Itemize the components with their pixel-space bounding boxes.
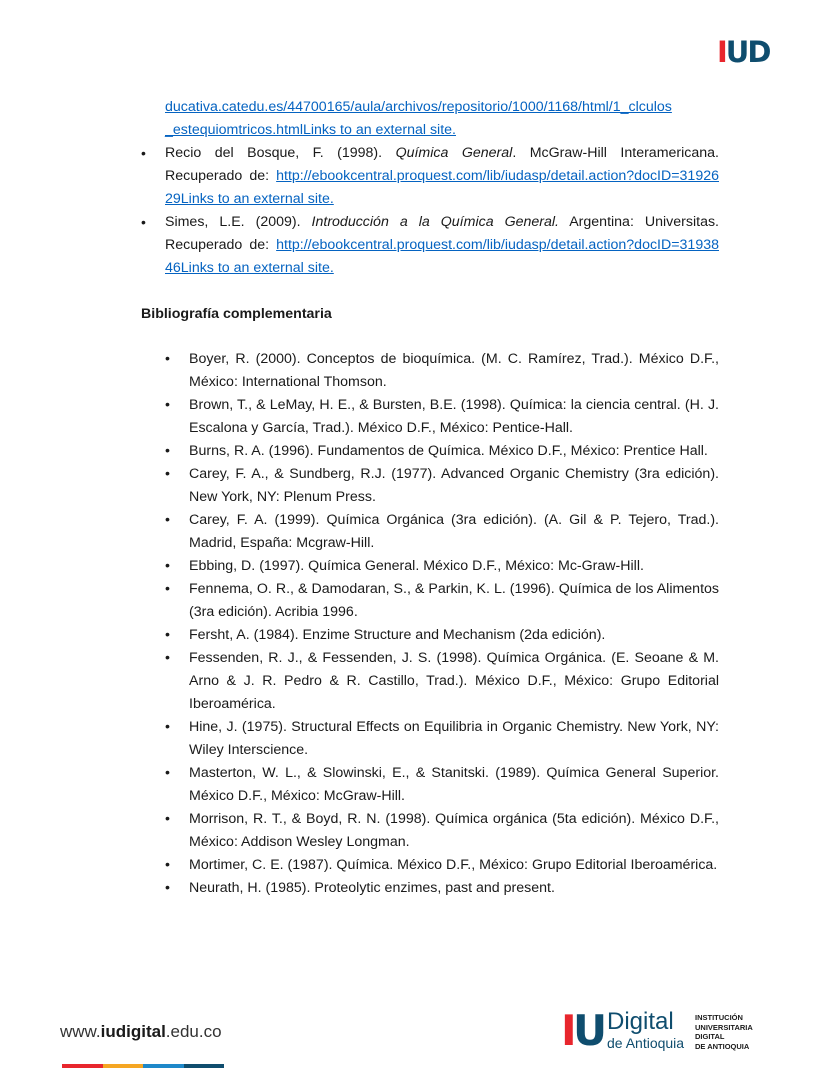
color-bar-segment — [184, 1064, 225, 1068]
continuation-link[interactable] — [165, 99, 672, 138]
list-item: • Carey, F. A. (1999). Química Orgánica (3ra edición). (A. Gil & P. Tejero, Trad.). Madrid, España: Mcgraw-Hill. — [165, 509, 719, 555]
footer-institution-text — [695, 1013, 775, 1051]
reference-item — [141, 211, 719, 280]
footer-url-suffix: .edu.co — [165, 1022, 222, 1041]
header-logo-ud: UD — [725, 35, 770, 69]
reference-title: Introducción a la Química General. — [311, 214, 559, 230]
section-title: Bibliografía complementaria — [141, 306, 332, 322]
header-logo-i: I — [717, 35, 726, 69]
continuation-link-block — [165, 96, 719, 142]
footer-logo-de-antioquia: de Antioquia — [607, 1035, 685, 1051]
institution-line: DE ANTIOQUIA — [695, 1041, 750, 1051]
header-logo — [717, 35, 770, 69]
footer-url-bold: iudigital — [100, 1022, 166, 1041]
list-item: • Neurath, H. (1985). Proteolytic enzimes, past and present. — [165, 877, 719, 900]
footer-logo-i: I — [561, 1006, 577, 1055]
color-bar-segment — [103, 1064, 144, 1068]
institution-line: DIGITAL — [695, 1032, 725, 1041]
reference-title: Química General — [395, 145, 513, 161]
list-item: • Brown, T., & LeMay, H. E., & Bursten, B.E. (1998). Química: la ciencia central. (H. J. Escalona y García, Trad.). México D.F., México: Pentice-Hall. — [165, 394, 719, 440]
complementary-list — [141, 348, 719, 900]
document-body — [141, 96, 719, 900]
reference-author: Simes, L.E. (2009). — [165, 214, 312, 230]
reference-publisher: . McGraw-Hill Interamericana. Recuperado de: — [165, 145, 719, 184]
reference-link[interactable]: http://ebookcentral.proquest.com/lib/iudasp/detail.action?docID=3193846Links to an external site. — [165, 237, 719, 276]
reference-link[interactable]: http://ebookcentral.proquest.com/lib/iudasp/detail.action?docID=3192629Links to an external site. — [165, 168, 719, 207]
reference-publisher: Argentina: Universitas. Recuperado de: — [165, 214, 719, 253]
continuation-link-line-1: ducativa.catedu.es/44700165/aula/archivos/repositorio/1000/1168/html/1_clculos — [165, 99, 672, 115]
list-item: • Ebbing, D. (1997). Química General. México D.F., México: Mc-Graw-Hill. — [165, 555, 719, 578]
footer-logo-digital: Digital — [607, 1008, 674, 1035]
institution-line: UNIVERSITARIA — [695, 1022, 753, 1032]
footer-color-bar — [62, 1064, 224, 1068]
list-item: • Hine, J. (1975). Structural Effects on Equilibria in Organic Chemistry. New York, NY: Wiley Interscience. — [165, 716, 719, 762]
list-item: • Morrison, R. T., & Boyd, R. N. (1998). Química orgánica (5ta edición). México D.F., México: Addison Wesley Longman. — [165, 808, 719, 854]
list-item: • Carey, F. A., & Sundberg, R.J. (1977). Advanced Organic Chemistry (3ra edición). New York, NY: Plenum Press. — [165, 463, 719, 509]
footer-website — [60, 1022, 222, 1042]
list-item: • Boyer, R. (2000). Conceptos de bioquímica. (M. C. Ramírez, Trad.). México D.F., México: International Thomson. — [165, 348, 719, 394]
list-item: • Burns, R. A. (1996). Fundamentos de Química. México D.F., México: Prentice Hall. — [165, 440, 719, 463]
reference-author: Recio del Bosque, F. (1998). — [165, 145, 396, 161]
institution-line: INSTITUCIÓN — [695, 1013, 743, 1022]
list-item: • Mortimer, C. E. (1987). Química. México D.F., México: Grupo Editorial Iberoamérica. — [165, 854, 719, 877]
list-item: • Fessenden, R. J., & Fessenden, J. S. (1998). Química Orgánica. (E. Seoane & M. Arno & J. R. Pedro & R. Castillo, Trad.). México D.F., México: Grupo Editorial Iberoamérica. — [165, 647, 719, 716]
color-bar-segment — [143, 1064, 184, 1068]
continuation-link-line-2: _estequiomtricos.htmlLinks to an external site. — [165, 122, 456, 138]
list-item: • Fersht, A. (1984). Enzime Structure and Mechanism (2da edición). — [165, 624, 719, 647]
color-bar-segment — [62, 1064, 103, 1068]
footer-logo — [561, 1006, 776, 1056]
reference-list — [141, 142, 719, 280]
footer-url-prefix: www. — [60, 1022, 101, 1041]
footer-logo-u: U — [573, 1006, 608, 1055]
reference-item — [141, 142, 719, 211]
list-item: • Fennema, O. R., & Damodaran, S., & Parkin, K. L. (1996). Química de los Alimentos (3ra edición). Acribia 1996. — [165, 578, 719, 624]
list-item: • Masterton, W. L., & Slowinski, E., & Stanitski. (1989). Química General Superior. México D.F., México: McGraw-Hill. — [165, 762, 719, 808]
